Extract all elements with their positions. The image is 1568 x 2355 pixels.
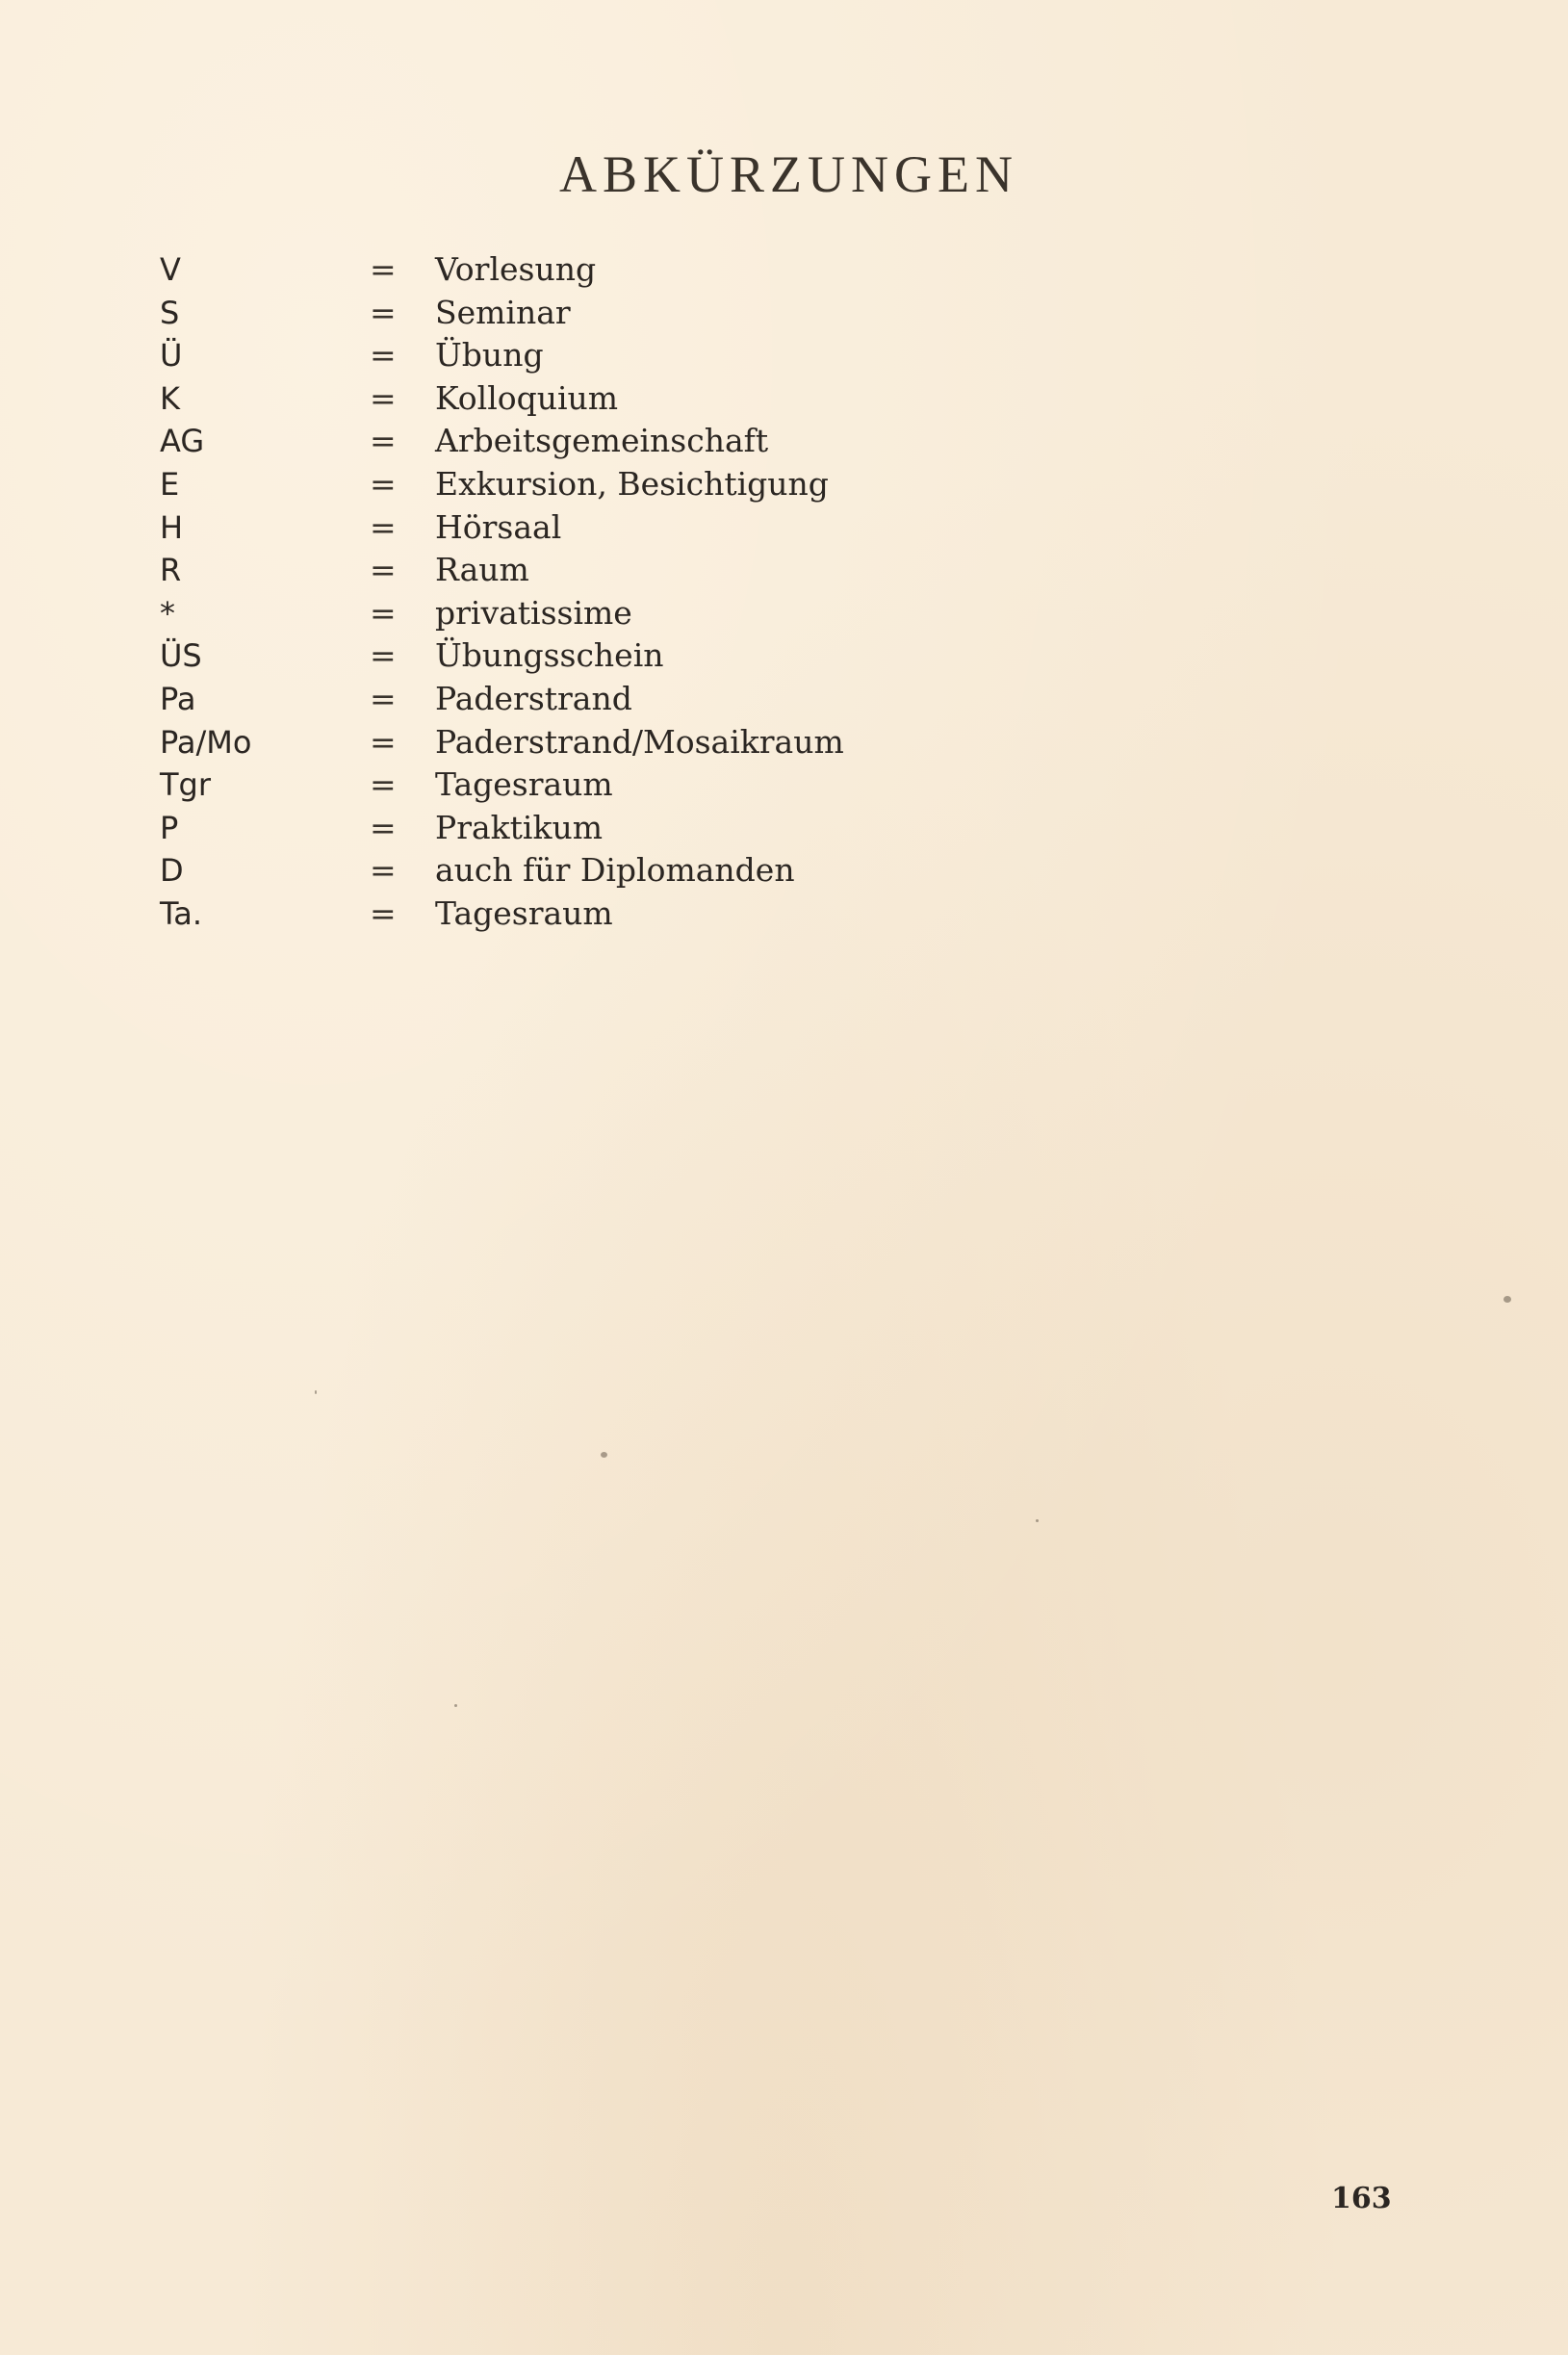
equals-sign: = (370, 593, 397, 632)
abbreviation: D (160, 852, 184, 890)
equals-sign: = (370, 851, 397, 890)
paper-speck (1504, 1296, 1511, 1303)
abbreviation-meaning: Hörsaal (435, 507, 562, 546)
abbreviation: Ta. (160, 895, 203, 932)
abbreviation: P (160, 809, 179, 846)
paper-speck (601, 1452, 607, 1458)
abbreviation: S (160, 294, 180, 331)
abbreviation-meaning: Paderstrand/Mosaikraum (435, 722, 844, 761)
page-title: ABKÜRZUNGEN (559, 145, 1018, 203)
abbreviation: AG (160, 423, 205, 460)
abbreviation-meaning: Praktikum (435, 808, 604, 846)
abbreviation-meaning: Seminar (435, 293, 571, 331)
abbreviation-meaning: Raum (435, 551, 529, 589)
abbreviation: R (160, 552, 182, 589)
equals-sign: = (370, 551, 397, 589)
abbreviation-row (0, 721, 1568, 763)
abbreviation: Ü (160, 337, 183, 375)
abbreviation-row (0, 463, 1568, 505)
abbreviation-row (0, 634, 1568, 677)
equals-sign: = (370, 465, 397, 503)
abbreviation-row (0, 420, 1568, 462)
paper-speck (1036, 1519, 1039, 1522)
equals-sign: = (370, 894, 397, 932)
abbreviation: H (160, 508, 184, 546)
equals-sign: = (370, 765, 397, 804)
abbreviation-meaning: auch für Diplomanden (435, 851, 795, 890)
abbreviation-meaning: Tagesraum (435, 765, 613, 804)
abbreviation-row (0, 292, 1568, 334)
abbreviation-meaning: Exkursion, Besichtigung (435, 465, 829, 503)
equals-sign: = (370, 293, 397, 331)
paper-speck (454, 1704, 457, 1707)
abbreviation: Pa/Mo (160, 723, 252, 761)
abbreviation-meaning: Tagesraum (435, 894, 613, 932)
abbreviation-meaning: Arbeitsgemeinschaft (435, 422, 769, 460)
abbreviation: K (160, 379, 180, 417)
abbreviation: Pa (160, 681, 196, 717)
equals-sign: = (370, 422, 397, 460)
abbreviation-meaning: Paderstrand (435, 680, 632, 717)
abbreviation-meaning: Übung (435, 336, 544, 375)
abbreviation-row (0, 549, 1568, 591)
paper-speck (315, 1390, 317, 1394)
abbreviation-row (0, 678, 1568, 720)
abbreviation-meaning: Vorlesung (435, 250, 597, 288)
equals-sign: = (370, 636, 397, 675)
equals-sign: = (370, 250, 397, 288)
abbreviation-row (0, 377, 1568, 420)
abbreviation-row (0, 763, 1568, 806)
abbreviation-row (0, 592, 1568, 634)
abbreviation: ÜS (160, 637, 202, 675)
abbreviation: V (160, 251, 181, 288)
abbreviation-meaning: Übungsschein (435, 636, 664, 675)
equals-sign: = (370, 507, 397, 546)
page-number: 163 (1331, 2182, 1392, 2215)
equals-sign: = (370, 336, 397, 375)
abbreviation-meaning: Kolloquium (435, 378, 619, 417)
equals-sign: = (370, 722, 397, 761)
abbreviation-row (0, 334, 1568, 376)
abbreviation-row (0, 248, 1568, 291)
abbreviation-row (0, 807, 1568, 849)
abbreviation-row (0, 849, 1568, 892)
abbreviation-meaning: privatissime (435, 593, 632, 632)
abbreviation-row (0, 506, 1568, 549)
abbreviation-row (0, 893, 1568, 935)
abbreviation: E (160, 466, 180, 503)
equals-sign: = (370, 378, 397, 417)
equals-sign: = (370, 680, 397, 717)
abbreviation: * (160, 594, 175, 632)
equals-sign: = (370, 808, 397, 846)
abbreviation: Tgr (160, 766, 212, 804)
